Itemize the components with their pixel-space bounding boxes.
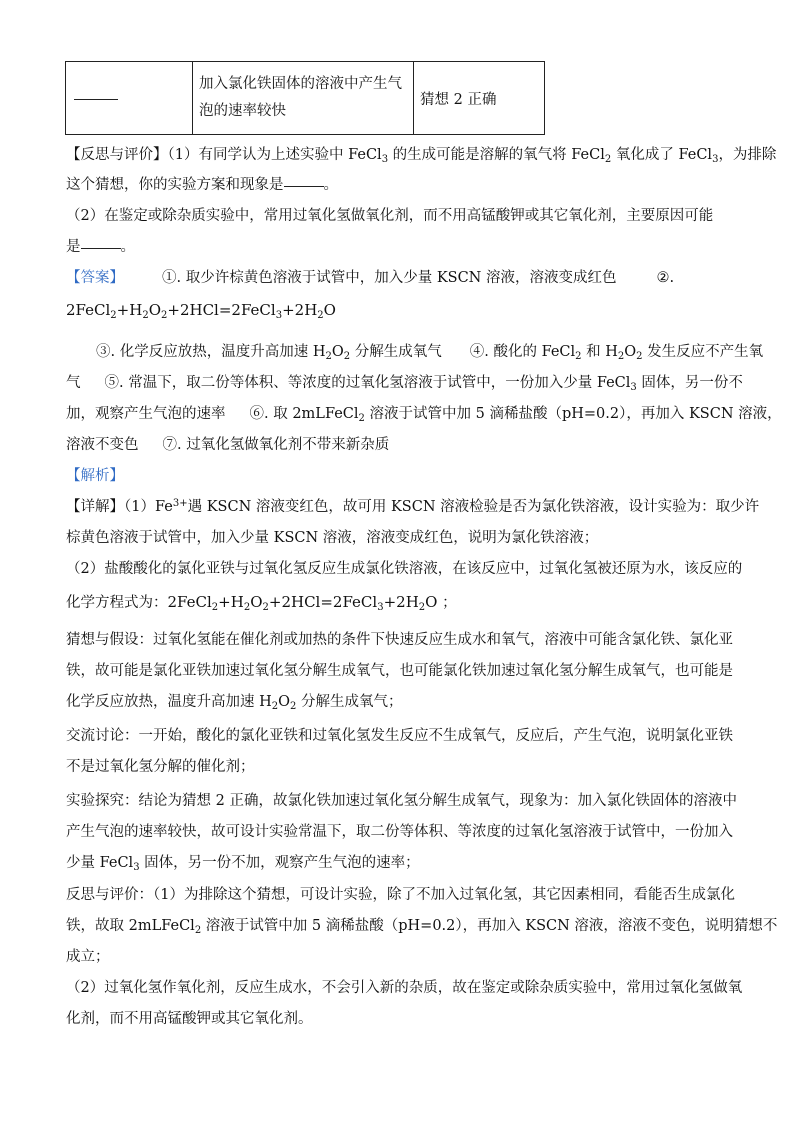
analysis-line2: 棕黄色溶液于试管中，加入少量 KSCN 溶液，溶液变成红色，说明为氯化铁溶液； [66,530,599,546]
analysis-line6: 铁，故可能是氯化亚铁加速过氧化氢分解生成氧气，也可能氯化铁加速过氧化氢分解生成氧气，也可能是 [66,663,733,679]
answer-label: 【答案】 [66,270,124,286]
answer-formula: $2FeCl_2+H_2O_2+2HCl=2FeCl_3+2H_2O$ [66,301,336,321]
reflection-q2-line1: （2）在鉴定或除杂质实验中，常用过氧化氢做氧化剂，而不用高锰酸钾或其它氧化剂，主要原因可能 [66,208,714,224]
analysis-label-line [66,464,743,485]
answer-line6: 溶液不变色 ⑦. 过氧化氢做氧化剂不带来新杂质 [66,437,390,453]
analysis-line14: 铁，故取 2mLFeCl$_2$ 溶液于试管中加 5 滴稀盐酸（pH=0.2），再加入 KSCN 溶液，溶液不变色，说明猜想不 [66,918,778,936]
table-cell-conclusion: 猜想 2 正确 [414,62,545,135]
analysis-line16: （2）过氧化氢作氧化剂，反应生成水，不会引入新的杂质，故在鉴定或除杂质实验中，常用过氧化氢做氧 [66,980,743,996]
table-cell-phenomenon: 加入氯化铁固体的溶液中产生气泡的速率较快 [193,62,414,135]
answer-line4: 气 ⑤. 常温下，取二份等体积、等浓度的过氧化氢溶液于试管中，一份加入少量 FeCl$_3$ 固体，另一份不 [66,375,743,393]
answer-line3: ③. 化学反应放热，温度升高加速 $H_2O_2$ 分解生成氧气 ④. 酸化的 FeCl$_2$ 和 $H_2O_2$ 发生反应不产生氧 [96,344,764,362]
reflection-q2-line2: 是 。 [66,239,135,255]
analysis-line4: 化学方程式为：$2FeCl_2+H_2O_2+2HCl=2FeCl_3+2H_2O$ ； [66,593,457,613]
analysis-line7: 化学反应放热，温度升高加速 $H_2O_2$ 分解生成氧气； [66,694,403,712]
analysis-line17: 化剂，而不用高锰酸钾或其它氧化剂。 [66,1011,313,1027]
analysis-line11: 产生气泡的速率较快，故可设计实验常温下，取二份等体积、等浓度的过氧化氢溶液于试管中，一份加入 [66,824,733,840]
analysis-line10: 实验探究：结论为猜想 2 正确，故氯化铁加速过氧化氢分解生成氧气，现象为：加入氯化铁固体的溶液中 [66,793,737,809]
analysis-line3: （2）盐酸酸化的氯化亚铁与过氧化氢反应生成氯化铁溶液，在该反应中，过氧化氢被还原为水，该反应的 [66,561,743,577]
table-cell-operation [66,62,193,135]
analysis-line15: 成立； [66,949,110,965]
analysis-line12: 少量 FeCl$_3$ 固体，另一份不加，观察产生气泡的速率； [66,855,420,873]
analysis-line8: 交流讨论：一开始，酸化的氯化亚铁和过氧化氢发生反应不生成氧气，反应后，产生气泡，说明氯化亚铁 [66,728,733,744]
reflection-q1-line2: 这个猜想，你的实验方案和现象是 。 [66,177,338,193]
analysis-line1: 【详解】$(1)Fe^{3+}$遇 KSCN 溶液变红色，故可用 KSCN 溶液检验是否为氯化铁溶液，设计实验为：取少许 [66,498,760,515]
analysis-line5: 猜想与假设：过氧化氢能在催化剂或加热的条件下快速反应生成水和氧气，溶液中可能含氯化铁、氯化亚 [66,632,733,648]
answer-line1: 【答案】 ①. 取少许棕黄色溶液于试管中，加入少量 KSCN 溶液，溶液变成红色 ②. [66,270,675,286]
answer-line5: 加，观察产生气泡的速率 ⑥. 取 2mLFeCl$_2$ 溶液于试管中加 5 滴稀盐酸（pH=0.2），再加入 KSCN 溶液， [66,406,782,424]
table-row [66,62,545,135]
analysis-line13: 反思与评价：（1）为排除这个猜想，可设计实验，除了不加入过氧化氢，其它因素相同，看能否生成氯化 [66,887,735,903]
answer-blank [74,99,118,100]
reflection-q1-line1: 【反思与评价】（1）有同学认为上述实验中 FeCl$_3$ 的生成可能是溶解的氧气将 FeCl$_2$ 氧化成了 FeCl$_3$，为排除 [66,147,777,165]
experiment-table [65,61,545,135]
analysis-line9: 不是过氧化氢分解的催化剂； [66,759,255,775]
analysis-label: 【解析】 [66,468,124,484]
